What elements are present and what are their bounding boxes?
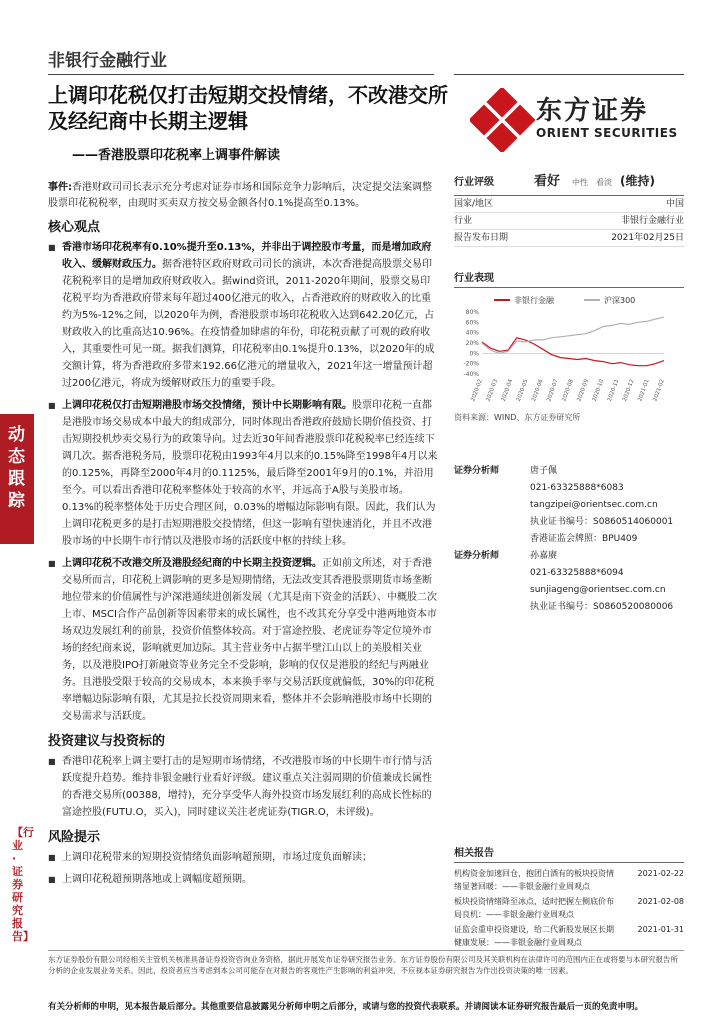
fact-paragraph: [48, 180, 440, 212]
y-tick-label: -20%: [463, 360, 479, 368]
x-tick-label: 2020-11: [606, 378, 621, 403]
rating-keep: (维持): [620, 174, 655, 188]
info-value: 中国: [665, 199, 684, 209]
x-tick-label: 2020-04: [500, 378, 515, 403]
related-date: 2021-02-22: [637, 869, 684, 878]
related-title: 机构资金加速回仓，抱团白酒有的板块投资情绪显著回暖：——非银金融行业周观点: [454, 869, 614, 891]
core-bullet: [48, 239, 440, 392]
risk-heading: 风险提示: [48, 830, 101, 845]
analyst-role: 证券分析师: [454, 551, 500, 561]
legend-label: 非银行金融: [514, 296, 554, 305]
x-tick-label: 2020-10: [591, 378, 606, 403]
chart-source: 资料来源：WIND、东方证券研究所: [454, 413, 581, 422]
y-tick-label: 80%: [465, 309, 479, 316]
y-tick-label: -40%: [463, 371, 479, 378]
core-heading: 核心观点: [48, 220, 101, 235]
core-bullet-bold: 上调印花税不改港交所及港股经纪商的中长期主投资逻辑。: [62, 558, 322, 569]
analyst-block: [454, 463, 684, 616]
y-tick-label: 0%: [469, 350, 479, 358]
related-item[interactable]: [454, 923, 684, 949]
x-tick-label: 2020-03: [485, 378, 500, 403]
x-tick-label: 2020-09: [576, 378, 591, 403]
related-title: 证监会重申投资建设，给二代新股发展区长期健康发展：——非银金融行业周观点: [454, 925, 614, 947]
chart-title: 行业表现: [454, 269, 684, 288]
series-line: [482, 338, 664, 366]
analyst-line: 021-63325888*6083: [530, 483, 624, 493]
sector-label: 非银行金融行业: [48, 51, 167, 71]
related-date: 2021-01-31: [637, 925, 684, 934]
analyst-line: 执业证书编号：S0860520080006: [530, 602, 674, 612]
info-key: 行业: [454, 216, 473, 226]
core-bullet-bold: 香港市场印花税率有0.10%提升至0.13%，并非出于调控股市考量，而是增加政府收入、缓解财政压力。: [62, 242, 432, 270]
x-tick-label: 2021-01: [637, 378, 651, 403]
analyst-line: 021-63325888*6094: [530, 568, 624, 578]
core-bullet-text: 据香港特区政府财政司司长的演讲，本次香港提高股票交易印花税税率目的是增加政府财政收入。据wind资讯，2011-2020年期间，股票交易印花税平均为香港政府带来每年超过400亿港元的收入，占香港政府的财政收入的比重约为5%-12%之间，以2020年为例，香港股票市场印花税收入达到642.20亿元，占财政收入的比重高达10.96%。在疫情叠加肆虐的年份，印花税贡献了可观的政府收入，其重要性可见一斑。据我们测算，印花税率由0.1%提升0.13%，以2020年的成交额计算，将为香港政府多带来192.66亿港元的增量收入，2021年这一增量预计超过200亿港元，将成为缓解财政压力的重要手段。: [62, 259, 435, 389]
rating-value: 看好: [534, 174, 561, 189]
rating-opt1: 中性: [572, 178, 589, 187]
info-value: 非银行金融行业: [620, 216, 684, 226]
side-tag: 【行业·证券研究报告】: [12, 826, 34, 943]
top-rule-right: [454, 74, 684, 75]
top-rule: [48, 74, 434, 75]
related-date: 2021-02-08: [637, 897, 684, 906]
related-heading: 相关报告: [454, 844, 684, 863]
report-subtitle: ——香港股票印花税率上调事件解读: [72, 148, 281, 163]
rating-opt2: 看淡: [596, 178, 613, 187]
invest-heading: 投资建议与投资标的: [48, 734, 166, 749]
core-bullet-text: 正如前文所述，对于香港交易所而言，印花税上调影响的更多是短期情绪，无法改变其香港股票期货市场垄断地位带来的价值属性与沪深港通续进创新发展（尤其是南下资金的活跃）、中概股二次上市、MSCI合作产品创新等因素带来的成长属性，也不改其充分享受中港两地资本市场双边发展红利的前景，投资价值整体较高。对于富途控股、老虎证券等定位境外市场的经纪商来说，影响就更加边际。其主营业务中占据半壁江山以上的美股相关业务，以及港股IPO打新融资等业务完全不受影响，影响的仅仅是港股的经纪与两融业务。且港股受限于较高的交易成本，本来换手率与交易活跃度就偏低，30%的印花税率增幅边际影响有限，尤其是拉长投资周期来看，整体并不会影响港股市场中长期的交易需求与活跃度。: [62, 558, 437, 722]
related-title: 板块投资情绪降至冰点，适时把握左侧底价布局良机：——非银金融行业周观点: [454, 897, 614, 919]
related-item[interactable]: [454, 867, 684, 893]
info-row: [454, 213, 684, 230]
info-key: 国家/地区: [454, 199, 494, 209]
x-tick-label: 2020-12: [622, 378, 636, 403]
analyst-line: 香港证监会牌照：BPU409: [530, 534, 638, 544]
right-column: [454, 170, 684, 616]
core-bullet: [48, 555, 440, 725]
logo-cn: 东方证券: [536, 96, 649, 126]
risk-bullet: ■ 上调印花税带来的短期投资情绪负面影响超预期，市场过度负面解读；: [48, 849, 440, 866]
risk-bullet: ■ 上调印花税超预期落地或上调幅度超预期。: [48, 871, 440, 888]
core-bullet: [48, 397, 440, 550]
report-title: 上调印花税仅打击短期交投情绪，不改港交所及经纪商中长期主逻辑: [48, 83, 448, 133]
analyst-role: 证券分析师: [454, 466, 500, 476]
analyst-email[interactable]: sunjiageng@orientsec.com.cn: [530, 585, 666, 595]
y-tick-label: 20%: [465, 340, 479, 347]
x-tick-label: 2021-02: [652, 378, 666, 403]
related-reports: [454, 844, 684, 951]
legend-label: 沪深300: [604, 296, 636, 305]
x-tick-label: 2020-07: [546, 378, 560, 403]
x-tick-label: 2020-08: [561, 378, 575, 403]
info-key: 报告发布日期: [454, 233, 509, 243]
footer-rule: [48, 950, 684, 951]
footer-disclaimer: 东方证券股份有限公司经相关主管机关核准具备证券投资咨询业务资格，据此开展发布证券研究报告业务。东方证券股份有限公司及其关联机构在法律许可的范围内正在或将要与本研究报告所分析的企业发展业务关系。因此，投资者应当考虑到本公司可能存在对报告的客观性产生影响的利益冲突，不应视本证券研究报告为作出投资决策的唯一因素。: [48, 955, 678, 975]
analyst-email[interactable]: tangzipei@orientsec.com.cn: [530, 500, 658, 510]
analyst-name: 唐子佩: [530, 466, 558, 476]
rating-label: 行业评级: [454, 177, 494, 188]
info-row: [454, 196, 684, 213]
x-tick-label: 2020-05: [515, 378, 530, 403]
related-item[interactable]: [454, 895, 684, 921]
info-row: [454, 230, 684, 247]
fact-text: 香港财政司司长表示充分考虑对证券市场和国际竞争力影响后，决定提交法案调整股票印花税税率，由现时买卖双方按交易金额各付0.1%提高至0.13%。: [48, 182, 432, 209]
analyst-row: [454, 548, 684, 565]
core-bullet-text: 股票印花税一直都是港股市场交易成本中最大的组成部分，同时体现出香港政府鼓励长期价值投资、打击短期投机炒卖交易行为的政策导向。过去近30年间香港股票印花税税率已经连续下调几次。据香港税务局，股票印花税由1993年4月以来的0.15%降至1998年4月以来的0.125%，再降至2000年4月的0.1125%，最后降至2001年9月的0.1%，并沿用至今。可以看出香港印花税率整体处于较高的水平，并远高于A股与美股市场。0.13%的税率整体处于历史合理区间，0.03%的增幅边际影响有限。因此，我们认为上调印花税更多的是打击短期港股交投情绪，但这一影响有望快速消化，并且不改港股市场的中长期牛市行情以及港股市场的活跃度中枢的持续上移。: [62, 400, 438, 547]
analyst-row: [454, 463, 684, 480]
fact-label: 事件:: [48, 182, 72, 193]
y-tick-label: 40%: [465, 329, 479, 337]
x-tick-label: 2020-02: [470, 378, 484, 403]
y-tick-label: 60%: [465, 319, 479, 327]
logo-en: ORIENT SECURITIES: [536, 126, 678, 140]
analyst-name: 孙嘉赓: [530, 551, 558, 561]
footer-notice: 有关分析师的申明，见本报告最后部分。其他重要信息披露见分析师申明之后部分，或请与您的投资代表联系。并请阅读本证券研究报告最后一页的免责申明。: [48, 1002, 644, 1012]
main-column: [48, 180, 440, 893]
performance-chart: [454, 294, 684, 404]
core-bullet-bold: 上调印花税仅打击短期港股市场交投情绪，预计中长期影响有限。: [62, 400, 352, 411]
invest-bullet: ■ 香港印花税率上调主要打击的是短期市场情绪，不改港股市场的中长期牛市行情与活跃度提升趋势。维持非银金融行业看好评级。建议重点关注弱周期的价值兼成长属性的香港交易所(00388，增持)，充分享受华人海外投资市场发展红利的高成长性标的富途控股(FUTU.O，买入)，同时建议关注老虎证券(TIGR.O，未评级)。: [48, 753, 440, 821]
x-tick-label: 2020-06: [531, 378, 545, 403]
side-band-text: 动态跟踪: [8, 425, 25, 511]
analyst-line: 执业证书编号：S0860514060001: [530, 517, 674, 527]
info-value: 2021年02月25日: [611, 233, 684, 243]
rating-row: [454, 170, 684, 196]
